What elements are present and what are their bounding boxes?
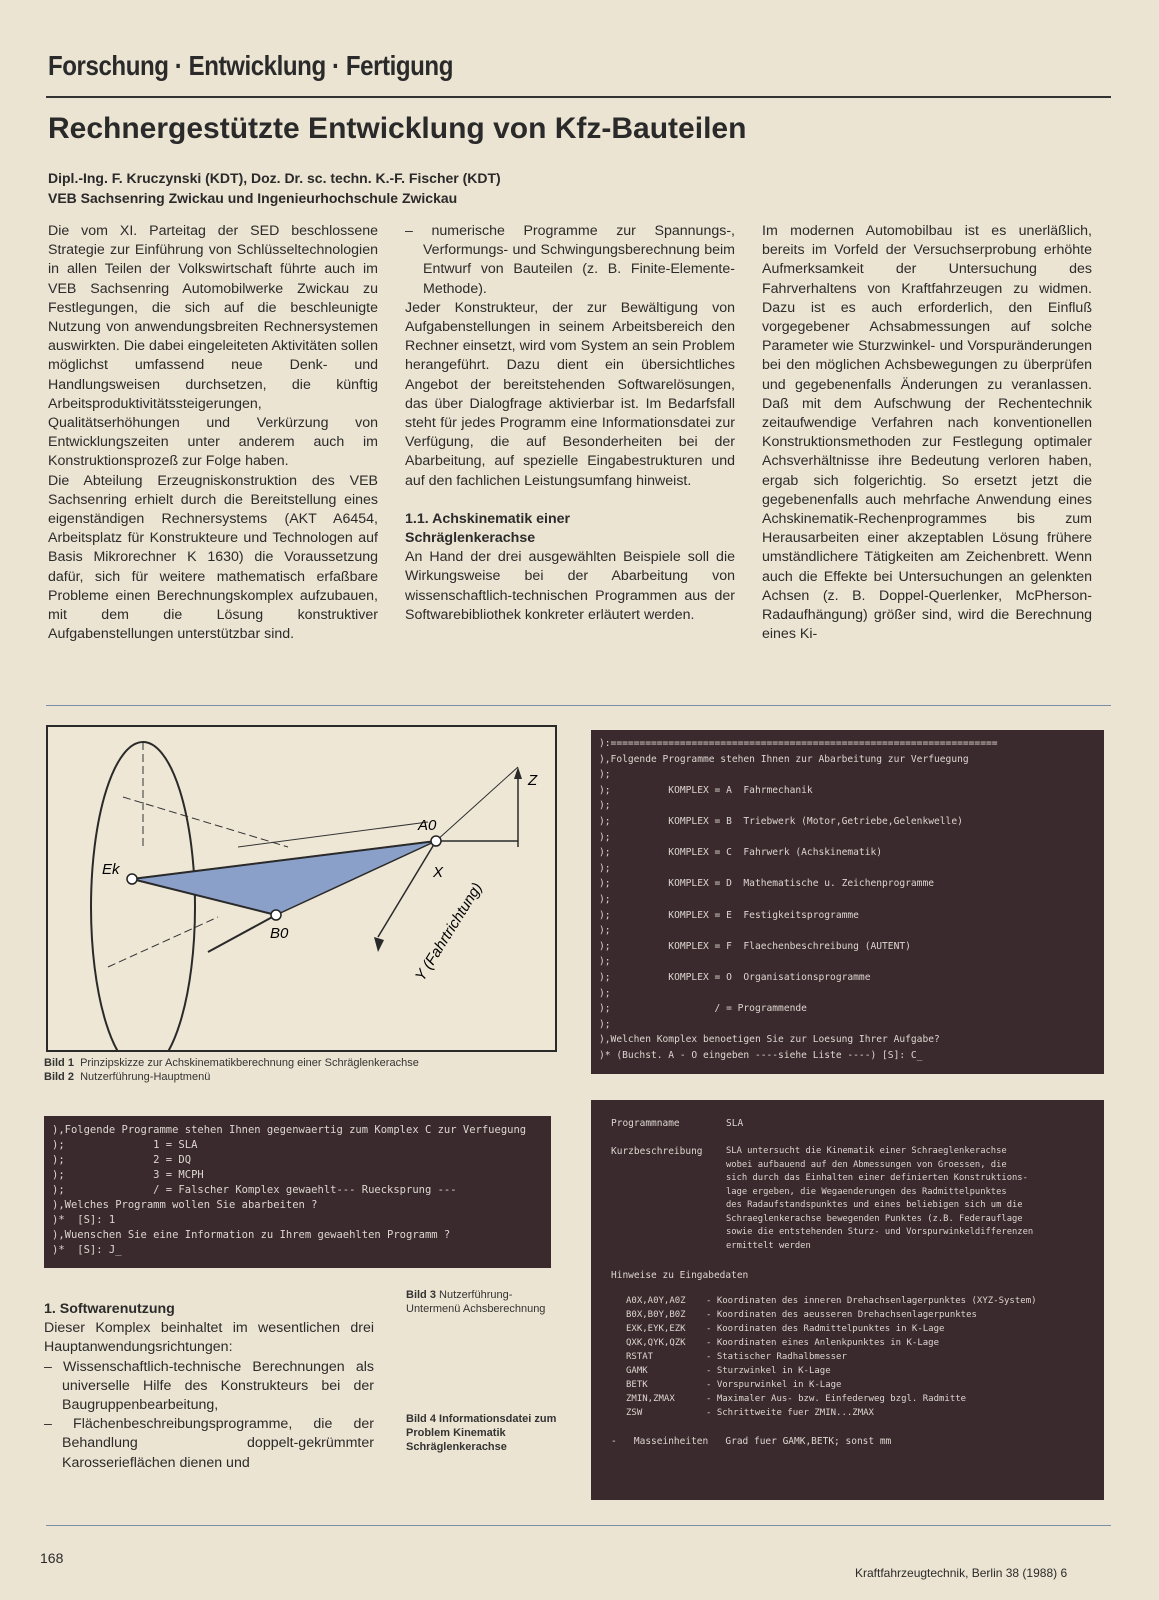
parameter-name: A0X,A0Y,A0Z bbox=[626, 1296, 686, 1306]
label-z: Z bbox=[528, 772, 538, 789]
terminal-line: ); bbox=[599, 831, 611, 843]
parameter-name: B0X,B0Y,B0Z bbox=[626, 1310, 686, 1320]
terminal-line: ),Welchen Komplex benoetigen Sie zur Loesung Ihrer Aufgabe? bbox=[599, 1034, 940, 1046]
page-number: 168 bbox=[40, 1550, 64, 1566]
hinweise-label: Hinweise zu Eingabedaten bbox=[611, 1270, 749, 1281]
wheel-ellipse bbox=[91, 742, 195, 1050]
units-note: - Masseinheiten Grad fuer GAMK,BETK; sonst mm bbox=[611, 1436, 892, 1447]
parameter-name: RSTAT bbox=[626, 1352, 654, 1362]
terminal-line: ),Folgende Programme stehen Ihnen gegenwaertig zum Komplex C zur Verfuegung bbox=[52, 1124, 527, 1136]
label-ek: Ek bbox=[102, 861, 120, 878]
description-line: ermittelt werden bbox=[726, 1240, 811, 1251]
caption-2-text: Nutzerführung-Hauptmenü bbox=[80, 1071, 211, 1083]
z-axis-arrow bbox=[514, 767, 522, 779]
description-line: sowie die entstehenden Sturz- und Vorspurwinkeldifferenzen bbox=[726, 1227, 1034, 1237]
z-axis-lead bbox=[436, 767, 518, 841]
caption-3-number: Bild 3 bbox=[406, 1289, 436, 1301]
figure-1 bbox=[46, 725, 557, 1052]
info-file-terminal bbox=[591, 1100, 1104, 1500]
terminal-line: ); / = Programmende bbox=[599, 1003, 807, 1015]
caption-1-text: Prinzipskizze zur Achskinematikberechnung einer Schräglenkerachse bbox=[80, 1057, 419, 1069]
axle-kinematics-diagram bbox=[48, 727, 555, 1050]
description-line: lage ergeben, die Wegaenderungen des Radmittelpunktes bbox=[726, 1186, 1007, 1197]
col2-paragraph-1: Jeder Konstrukteur, der zur Bewältigung von Aufgabenstellungen in seinem Arbeitsbereich den Rechner einsetzt, wird vom System an sein Problem herangeführt. Dazu dient ein übersichtliches Angebot der bereitstehenden Softwarelösungen, das über Dialogfrage aktivierbar ist. Im Bedarfsfall steht für jedes Programm eine Informationsdatei zur Verfügung, die auf Besonderheiten bei der Abarbeitung, auf spezielle Eingabestrukturen und auf den fachlichen Leistungsumfang hinweist. bbox=[405, 299, 735, 489]
submenu-terminal bbox=[44, 1116, 551, 1268]
dash-line-2 bbox=[108, 917, 218, 967]
kurzbeschreibung-label: Kurzbeschreibung bbox=[611, 1146, 703, 1157]
main-menu-terminal bbox=[591, 730, 1104, 1074]
programmname-value: SLA bbox=[726, 1118, 744, 1129]
b0-lead bbox=[208, 915, 276, 952]
description-line: Schraeglenkerachse bewegenden Punktes (z.B. Federauflage bbox=[726, 1213, 1023, 1224]
description-line: wobei aufbauend auf den Abmessungen von Groessen, die bbox=[726, 1159, 1007, 1170]
caption-4-number: Bild 4 bbox=[406, 1413, 436, 1425]
terminal-line: ); bbox=[599, 987, 611, 999]
section-divider bbox=[46, 705, 1111, 706]
section-heading: Forschung · Entwicklung · Fertigung bbox=[48, 50, 453, 81]
parameter-description: - Koordinaten des aeusseren Drehachsenlagerpunktes bbox=[706, 1310, 977, 1320]
terminal-line: ); / = Falscher Komplex gewaehlt--- Ruecksprung --- bbox=[52, 1184, 457, 1196]
col3-paragraph-1: Im modernen Automobilbau ist es unerläßlich, bereits im Vorfeld der Versuchserprobung erhöhte Aufmerksamkeit der Untersuchung des Fahrverhaltens von Kraftfahrzeugen zu widmen. Dazu ist es auch erforderlich, den Einfluß vorgegebener Achsabmessungen auf solche Parameter wie Sturzwinkel- und Vorspuränderungen bei den möglichen Achsbewegungen zu überprüfen und gegebenenfalls Änderungen zu veranlassen. Daß mit dem Aufschwung der Rechentechnik zeitaufwendige Verfahren nach konventionellen Konstruktionsmethoden zur Festlegung optimaler Achsverhältnisse ihre Bedeutung verloren haben, ergab sich folgerichtig. So ersetzt jetzt die gegebenenfalls auch mehrfache Anwendung eines Achskinematik-Rechenprogrammes bis zum Herausarbeiten einer akzeptablen Lösung frühere umständlichere Tätigkeiten am Zeichenbrett. Wenn auch die Effekte bei Untersuchungen an gelenkten Achsen (z. B. Doppel-Querlenker, McPherson-Radaufhängung) größer sind, wird die Berechnung eines Ki- bbox=[762, 223, 1092, 643]
terminal-line: ); bbox=[599, 956, 611, 968]
terminal-line: ); KOMPLEX = A Fahrmechanik bbox=[599, 784, 813, 796]
terminal-line: ); bbox=[599, 1018, 611, 1030]
column-1 bbox=[48, 222, 378, 644]
terminal-line: ); KOMPLEX = B Triebwerk (Motor,Getriebe,Gelenkwelle) bbox=[599, 816, 963, 827]
col2-bullet: – numerische Programme zur Spannungs-, Verformungs- und Schwingungsberechnung beim Entwurf von Bauteilen (z. B. Finite-Elemente-Methode). bbox=[405, 223, 735, 297]
parameter-description: - Schrittweite fuer ZMIN...ZMAX bbox=[706, 1408, 874, 1418]
parameter-description: - Koordinaten eines Anlenkpunktes in K-Lage bbox=[706, 1338, 939, 1348]
terminal-line: ); KOMPLEX = E Festigkeitsprogramme bbox=[599, 909, 859, 921]
footer-rule bbox=[46, 1525, 1111, 1526]
terminal-line: )* [S]: 1 bbox=[52, 1214, 116, 1226]
parameter-description: - Statischer Radhalbmesser bbox=[706, 1352, 847, 1362]
terminal-line: ); KOMPLEX = O Organisationsprogramme bbox=[599, 972, 871, 983]
dash-line-1 bbox=[123, 797, 288, 847]
caption-3 bbox=[406, 1288, 556, 1316]
terminal-line: ); KOMPLEX = F Flaechenbeschreibung (AUTENT) bbox=[599, 940, 911, 952]
parameter-name: GAMK bbox=[626, 1366, 648, 1376]
terminal-line: ),Folgende Programme stehen Ihnen zur Abarbeitung zur Verfuegung bbox=[599, 753, 969, 765]
terminal-line: ); bbox=[599, 769, 611, 781]
terminal-line: ); 2 = DQ bbox=[52, 1154, 192, 1166]
col1-paragraph-2: Die Abteilung Erzeugniskonstruktion des VEB Sachsenring erhielt durch die Bereitstellung eines eigenständigen Rechnersystems (AKT A6454, Arbeitsplatz für Konstrukteure und Technologen auf Basis Mikrorechner K 1630) die Voraussetzung dafür, sich für weitere mathematisch erfaßbare Probleme einen Berechnungskomplex aufzubauen, mit dem die Lösung konstruktiver Aufgabenstellungen unterstützbar sind. bbox=[48, 472, 378, 643]
softwarenutzung-heading: 1. Softwarenutzung bbox=[44, 1301, 175, 1317]
point-b0 bbox=[271, 910, 281, 920]
point-a0 bbox=[431, 836, 441, 846]
authors-names: Dipl.-Ing. F. Kruczynski (KDT), Doz. Dr. sc. techn. K.-F. Fischer (KDT) bbox=[48, 170, 501, 186]
terminal-line: ); bbox=[599, 800, 611, 812]
label-x: X bbox=[433, 864, 444, 881]
softwarenutzung-intro: Dieser Komplex beinhaltet im wesentlichen drei Hauptanwendungsrichtungen: bbox=[44, 1320, 374, 1356]
description-line: SLA untersucht die Kinematik einer Schraeglenkerachse bbox=[726, 1146, 1007, 1156]
column-3 bbox=[762, 222, 1092, 644]
parameter-name: BETK bbox=[626, 1380, 648, 1390]
caption-1-number: Bild 1 bbox=[44, 1057, 74, 1069]
terminal-line: )* [S]: J_ bbox=[52, 1244, 122, 1256]
softwarenutzung-bullet-1: – Wissenschaftlich-technische Berechnungen als universelle Hilfe des Konstrukteurs bei der Baugruppenbearbeitung, bbox=[44, 1358, 374, 1414]
article-title: Rechnergestützte Entwicklung von Kfz-Bauteilen bbox=[48, 112, 747, 145]
col2-paragraph-2: An Hand der drei ausgewählten Beispiele soll die Wirkungsweise bei der Abarbeitung von wissenschaftlich-technischen Programmen aus der Softwarebibliothek konkreter erläutert werden. bbox=[405, 549, 735, 623]
parameter-description: - Koordinaten des Radmittelpunktes in K-Lage bbox=[706, 1324, 945, 1334]
caption-4-text: Informationsdatei zum Problem Kinematik Schräglenkerachse bbox=[406, 1413, 557, 1453]
point-ek bbox=[127, 874, 137, 884]
parameter-name: EXK,EYK,EZK bbox=[626, 1324, 686, 1334]
journal-reference: Kraftfahrzeugtechnik, Berlin 38 (1988) 6 bbox=[855, 1566, 1068, 1580]
programmname-label: Programmname bbox=[611, 1118, 680, 1129]
parameter-description: - Sturzwinkel in K-Lage bbox=[706, 1366, 831, 1376]
caption-4 bbox=[406, 1412, 576, 1454]
parameter-description: - Maximaler Aus- bzw. Einfederweg bzgl. Radmitte bbox=[706, 1394, 967, 1404]
terminal-line: ); KOMPLEX = D Mathematische u. Zeichenprogramme bbox=[599, 878, 935, 890]
terminal-line: ); bbox=[599, 894, 611, 905]
terminal-line: ); KOMPLEX = C Fahrwerk (Achskinematik) bbox=[599, 847, 883, 859]
y-axis-arrow bbox=[374, 937, 384, 952]
terminal-line: ):=================================================================== bbox=[599, 738, 998, 749]
parameter-name: ZMIN,ZMAX bbox=[626, 1394, 675, 1404]
label-a0: A0 bbox=[418, 817, 437, 834]
label-y: Y (Fahrtrichtung) bbox=[411, 879, 486, 985]
caption-2-number: Bild 2 bbox=[44, 1071, 74, 1083]
header-rule bbox=[46, 96, 1111, 98]
parameter-name: ZSW bbox=[626, 1408, 643, 1418]
label-b0: B0 bbox=[270, 925, 289, 942]
col2-subheading: 1.1. Achskinematik einer Schräglenkerachse bbox=[405, 510, 571, 547]
trailing-arm-triangle bbox=[132, 841, 436, 915]
section-softwarenutzung bbox=[44, 1300, 374, 1473]
terminal-line: )* (Buchst. A - O eingeben ----siehe Liste ----) [S]: C_ bbox=[599, 1050, 923, 1061]
terminal-line: ); bbox=[599, 925, 611, 937]
caption-3-text: Nutzerführung-Untermenü Achsberechnung bbox=[406, 1289, 546, 1315]
terminal-line: ),Wuenschen Sie eine Information zu Ihrem gewaehlten Programm ? bbox=[52, 1229, 451, 1241]
authors-affiliation: VEB Sachsenring Zwickau und Ingenieurhochschule Zwickau bbox=[48, 190, 458, 206]
softwarenutzung-bullet-2: – Flächenbeschreibungsprogramme, die der Behandlung doppelt-gekrümmter Karosserieflächen dienen und bbox=[44, 1416, 374, 1471]
captions-1-2 bbox=[44, 1056, 564, 1084]
column-2 bbox=[405, 222, 735, 625]
support-line bbox=[238, 822, 428, 847]
parameter-description: - Koordinaten des inneren Drehachsenlagerpunktes (XYZ-System) bbox=[706, 1296, 1037, 1306]
terminal-line: ),Welches Programm wollen Sie abarbeiten ? bbox=[52, 1199, 318, 1211]
parameter-description: - Vorspurwinkel in K-Lage bbox=[706, 1380, 842, 1390]
description-line: sich durch das Einhalten einer definierten Konstruktions- bbox=[726, 1173, 1028, 1183]
parameter-name: QXK,QYK,QZK bbox=[626, 1338, 686, 1348]
authors bbox=[48, 168, 501, 208]
terminal-line: ); 3 = MCPH bbox=[52, 1169, 204, 1181]
terminal-line: ); bbox=[599, 862, 611, 874]
col1-paragraph-1: Die vom XI. Parteitag der SED beschlossene Strategie zur Einführung von Schlüsseltechnologien in allen Teilen der Volkswirtschaft führte auch im VEB Sachsenring Automobilwerke Zwickau zu Festlegungen, die sich auf die beschleunigte Nutzung von anwendungsbreiten Rechnersystemen auswirkten. Die dabei eingeleiteten Aktivitäten sollen möglichst umfassend neue Denk- und Handlungsweisen durchsetzen, die künftig Arbeitsproduktivitätssteigerungen, Qualitätserhöhungen und Verkürzung von Entwicklungszeiten unter anderem auch im Konstruktionsprozeß zur Folge haben. bbox=[48, 223, 378, 470]
terminal-line: ); 1 = SLA bbox=[52, 1139, 198, 1151]
description-line: des Radaufstandspunktes und eines beliebigen sich um die bbox=[726, 1200, 1023, 1210]
